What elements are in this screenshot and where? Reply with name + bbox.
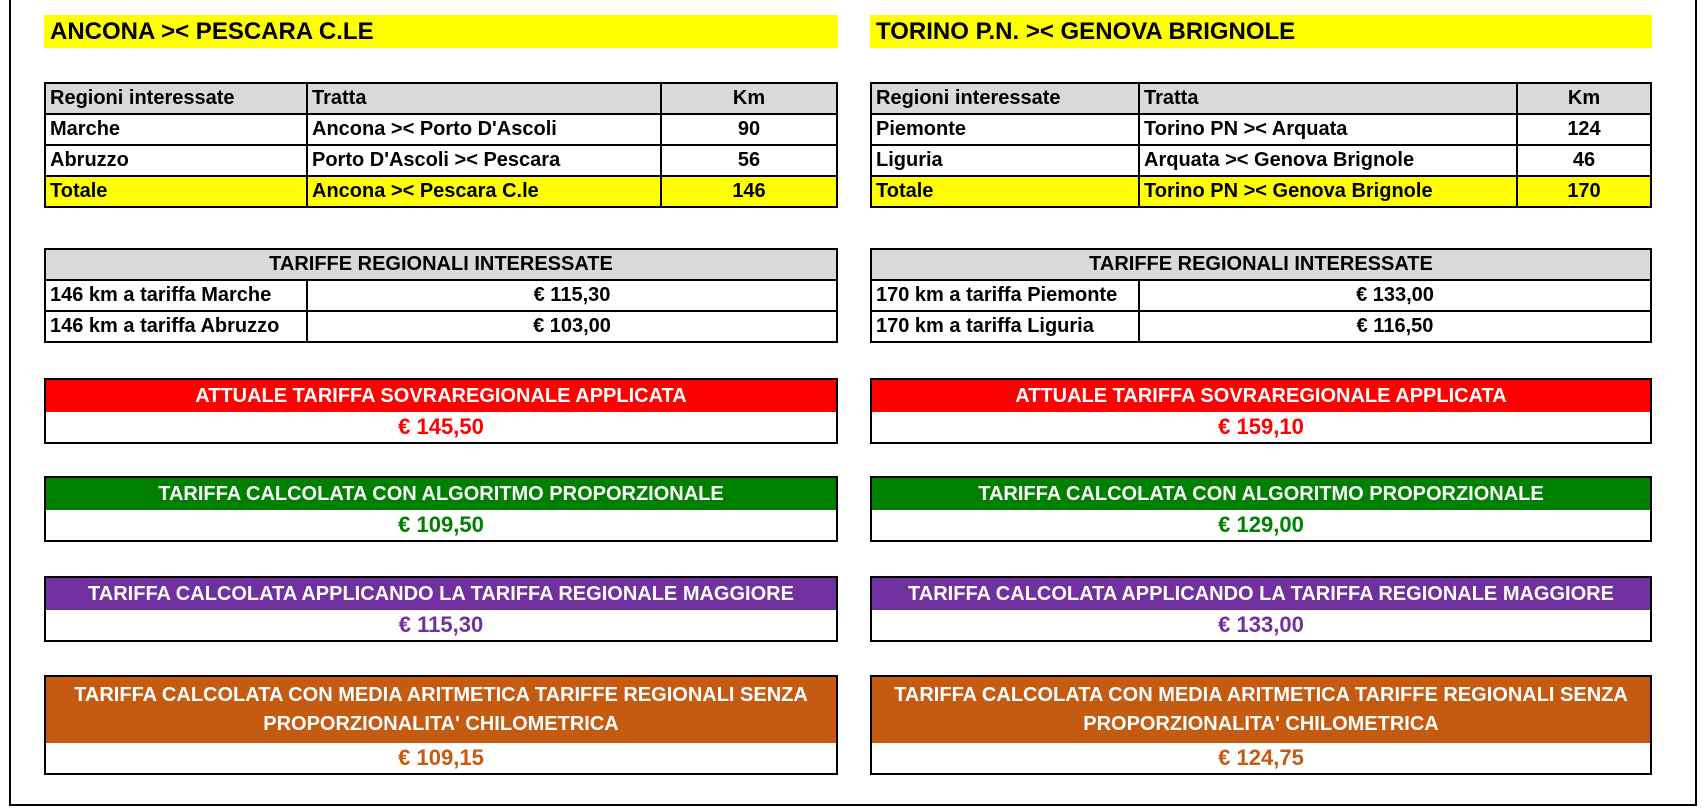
current-tariff-label: ATTUALE TARIFFA SOVRAREGIONALE APPLICATA [872, 380, 1650, 412]
max-regional-tariff-value: € 133,00 [872, 610, 1650, 640]
proportional-tariff-value: € 109,50 [46, 510, 836, 540]
proportional-tariff-box [44, 476, 838, 542]
total-km: 146 [661, 176, 837, 207]
header-regioni: Regioni interessate [871, 83, 1139, 114]
average-tariff-value: € 109,15 [46, 743, 836, 773]
average-tariff-label: TARIFFA CALCOLATA CON MEDIA ARITMETICA TARIFFE REGIONALI SENZA PROPORZIONALITA' CHILOMETRICA [46, 677, 836, 743]
km-table [870, 82, 1652, 208]
header-regioni: Regioni interessate [45, 83, 307, 114]
proportional-tariff-label: TARIFFA CALCOLATA CON ALGORITMO PROPORZIONALE [46, 478, 836, 510]
proportional-tariff-label: TARIFFA CALCOLATA CON ALGORITMO PROPORZIONALE [872, 478, 1650, 510]
regional-tariffs-header: TARIFFE REGIONALI INTERESSATE [45, 249, 837, 280]
total-row [45, 176, 837, 207]
table-row [45, 145, 837, 176]
current-tariff-value: € 159,10 [872, 412, 1650, 442]
max-regional-tariff-label: TARIFFA CALCOLATA APPLICANDO LA TARIFFA REGIONALE MAGGIORE [872, 578, 1650, 610]
proportional-tariff-value: € 129,00 [872, 510, 1650, 540]
table-row [45, 280, 837, 311]
table-row [871, 311, 1651, 342]
average-tariff-label: TARIFFA CALCOLATA CON MEDIA ARITMETICA TARIFFE REGIONALI SENZA PROPORZIONALITA' CHILOMETRICA [872, 677, 1650, 743]
segment-cell: Ancona >< Porto D'Ascoli [307, 114, 661, 145]
tariff-label: 146 km a tariffa Marche [45, 280, 307, 311]
current-tariff-value: € 145,50 [46, 412, 836, 442]
total-km: 170 [1517, 176, 1651, 207]
km-cell: 90 [661, 114, 837, 145]
km-table-header-row [45, 83, 837, 114]
header-tratta: Tratta [307, 83, 661, 114]
segment-cell: Arquata >< Genova Brignole [1139, 145, 1517, 176]
segment-cell: Torino PN >< Arquata [1139, 114, 1517, 145]
regional-tariffs-table [870, 248, 1652, 343]
total-label: Totale [871, 176, 1139, 207]
route-title: ANCONA >< PESCARA C.LE [44, 15, 838, 48]
header-km: Km [1517, 83, 1651, 114]
table-row [871, 145, 1651, 176]
segment-cell: Porto D'Ascoli >< Pescara [307, 145, 661, 176]
proportional-tariff-box [870, 476, 1652, 542]
total-segment: Torino PN >< Genova Brignole [1139, 176, 1517, 207]
header-km: Km [661, 83, 837, 114]
region-cell: Piemonte [871, 114, 1139, 145]
tariff-value: € 116,50 [1139, 311, 1651, 342]
tariff-value: € 133,00 [1139, 280, 1651, 311]
regional-tariffs-header: TARIFFE REGIONALI INTERESSATE [871, 249, 1651, 280]
tariff-value: € 115,30 [307, 280, 837, 311]
max-regional-tariff-value: € 115,30 [46, 610, 836, 640]
total-row [871, 176, 1651, 207]
table-row [45, 311, 837, 342]
average-tariff-box [870, 675, 1652, 775]
tariff-label: 170 km a tariffa Piemonte [871, 280, 1139, 311]
region-cell: Liguria [871, 145, 1139, 176]
max-regional-tariff-box [44, 576, 838, 642]
regional-tariffs-header-row [45, 249, 837, 280]
km-cell: 56 [661, 145, 837, 176]
tariff-label: 170 km a tariffa Liguria [871, 311, 1139, 342]
average-tariff-box [44, 675, 838, 775]
regional-tariffs-table [44, 248, 838, 343]
region-cell: Marche [45, 114, 307, 145]
table-row [871, 114, 1651, 145]
table-row [45, 114, 837, 145]
total-label: Totale [45, 176, 307, 207]
header-tratta: Tratta [1139, 83, 1517, 114]
route-title: TORINO P.N. >< GENOVA BRIGNOLE [870, 15, 1652, 48]
max-regional-tariff-box [870, 576, 1652, 642]
table-row [871, 280, 1651, 311]
current-tariff-label: ATTUALE TARIFFA SOVRAREGIONALE APPLICATA [46, 380, 836, 412]
km-table-header-row [871, 83, 1651, 114]
tariff-value: € 103,00 [307, 311, 837, 342]
km-cell: 124 [1517, 114, 1651, 145]
regional-tariffs-header-row [871, 249, 1651, 280]
km-cell: 46 [1517, 145, 1651, 176]
region-cell: Abruzzo [45, 145, 307, 176]
km-table [44, 82, 838, 208]
total-segment: Ancona >< Pescara C.le [307, 176, 661, 207]
tariff-label: 146 km a tariffa Abruzzo [45, 311, 307, 342]
current-tariff-box [44, 378, 838, 444]
max-regional-tariff-label: TARIFFA CALCOLATA APPLICANDO LA TARIFFA REGIONALE MAGGIORE [46, 578, 836, 610]
average-tariff-value: € 124,75 [872, 743, 1650, 773]
current-tariff-box [870, 378, 1652, 444]
